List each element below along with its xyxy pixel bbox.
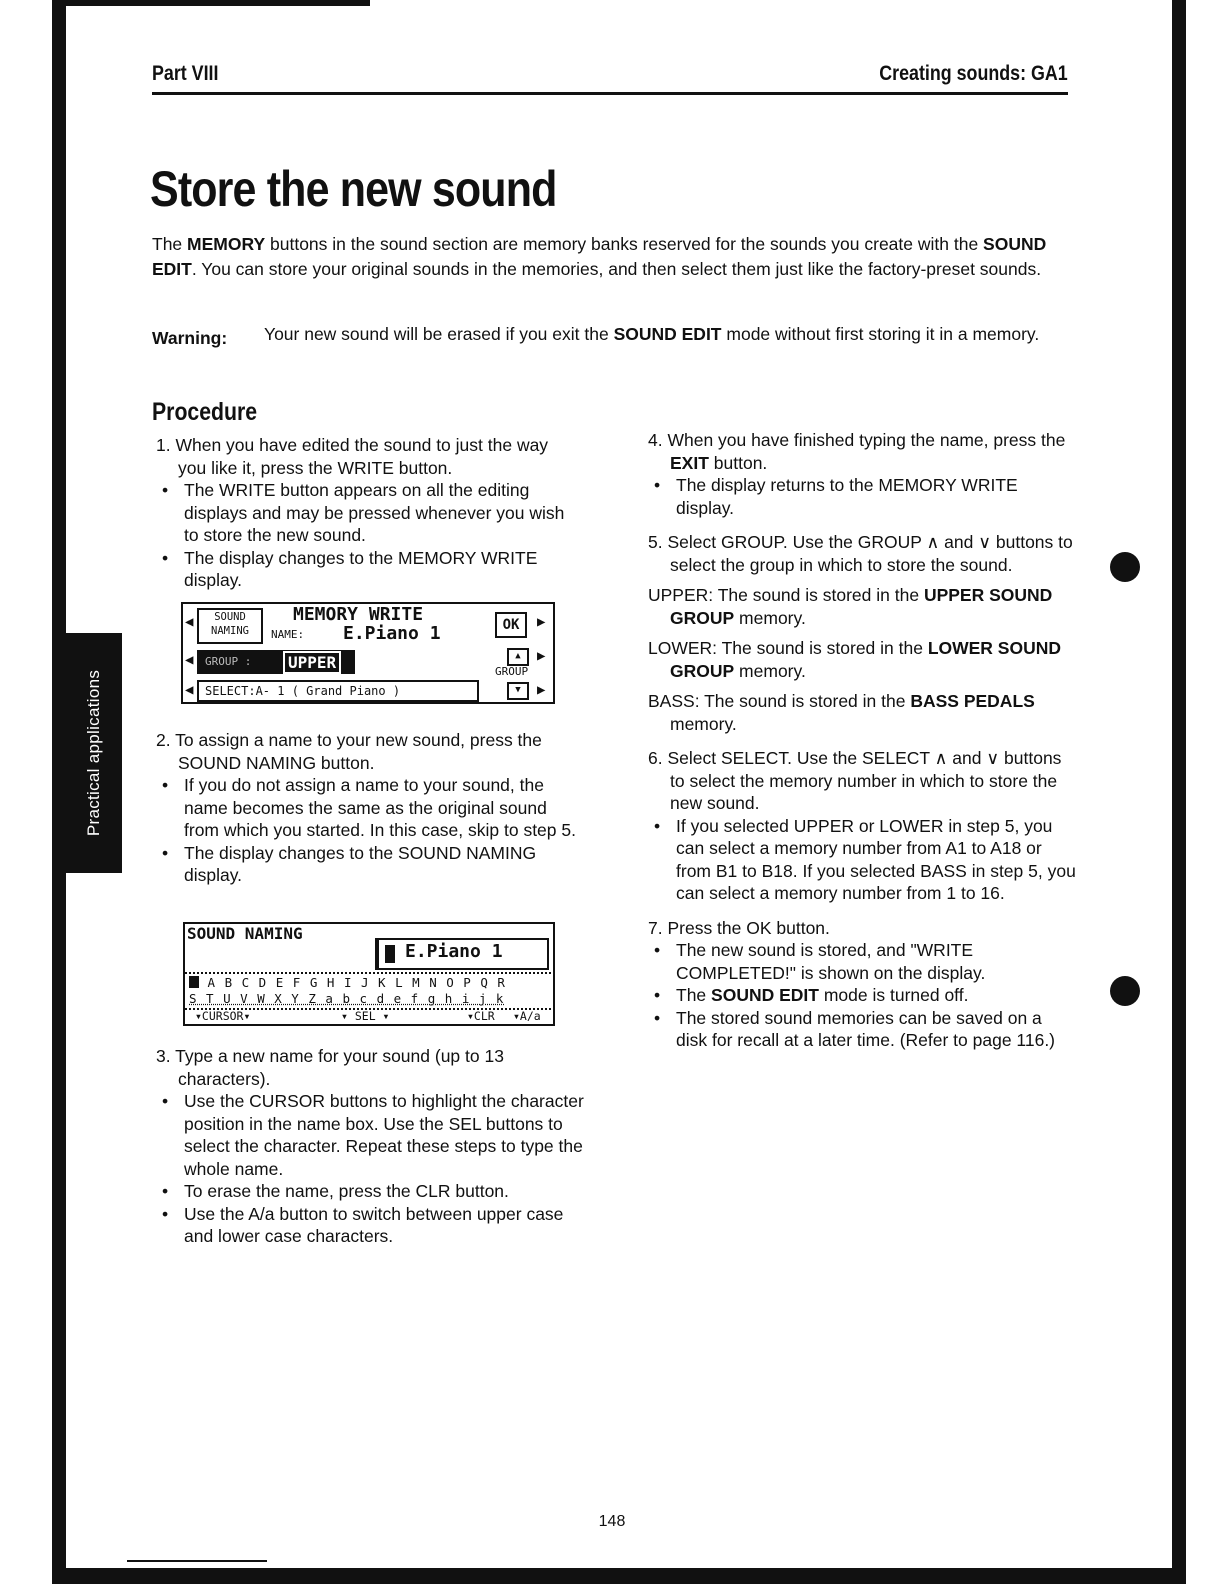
char-row-1[interactable] [189,975,506,990]
arrow-right-icon: ▶ [537,614,546,630]
step-6: 6. Select SELECT. Use the SELECT ∧ and ∨ buttons to select the memory number in which to store the new sound. [648,748,1062,813]
step-2-bullet: • The display changes to the SOUND NAMING display. [156,842,580,887]
bold-term: LOWER SOUND GROUP [670,638,1062,681]
name-box[interactable] [375,938,549,970]
step-7: 7. Press the OK button. [648,917,830,938]
bottom-rule [127,1560,267,1562]
page-title: Store the new sound [150,161,557,217]
bold-term: SOUND EDIT [711,985,819,1005]
scan-border-left [52,0,66,1584]
warning-text: Your new sound will be erased if you exit the SOUND EDIT mode without first storing it in a memory. [264,324,1040,344]
ok-button[interactable]: OK [495,612,527,638]
group-up-button[interactable]: ▲ [507,648,529,666]
step-7-bullet: • The new sound is stored, and "WRITE COMPLETED!" is shown on the display. [648,939,1076,984]
soft-key-sel[interactable]: ▾ SEL ▾ [341,1009,390,1023]
arrow-left-icon[interactable]: ◀ [185,614,194,630]
page-number: 148 [598,1513,626,1530]
arrow-left-icon[interactable]: ◀ [185,652,194,668]
left-column-bottom [156,1045,586,1248]
scan-border-right [1172,0,1186,1584]
name-value: E.Piano 1 [343,623,441,644]
group-down-button[interactable]: ▼ [507,682,529,700]
right-column [648,429,1076,1052]
step-1-bullet: • The display changes to the MEMORY WRITE display. [156,547,580,592]
char-grid-divider [185,972,551,974]
group-label: GROUP : [205,655,252,668]
side-tab [66,633,122,873]
cursor-block-icon [385,945,395,963]
intro-paragraph: The MEMORY buttons in the sound section are memory banks reserved for the sounds you create with the SOUND EDIT. You can store your original sounds in the memories, and then select them just like the factory-preset sounds. [152,234,1047,279]
side-tab-label: Practical applications [84,669,103,837]
group-caption: GROUP [495,665,529,678]
step-3-bullet: • Use the CURSOR buttons to highlight the character position in the name box. Use the SEL buttons to select the character. Repeat these steps to type the whole name. [156,1090,586,1180]
name-label: NAME: [271,628,305,641]
warning-block [152,322,1072,347]
sound-naming-title: SOUND NAMING [187,924,303,943]
step-1-bullet: • The WRITE button appears on all the editing displays and may be pressed whenever you wish to store the new sound. [156,479,580,547]
step-2: 2. To assign a name to your new sound, press the SOUND NAMING button. [156,730,542,773]
binder-hole-dot [1110,976,1140,1006]
step-7-bullet: • The SOUND EDIT mode is turned off. [648,984,1076,1007]
soft-key-cursor[interactable]: ▾CURSOR▾ [195,1009,251,1023]
bass-description: BASS: The sound is stored in the BASS PEDALS memory. [648,691,1035,734]
page-header [152,60,1068,95]
bold-term: SOUND EDIT [152,234,1047,279]
char-row-1-text: A B C D E F G H I J K L M N O P Q R [207,975,506,990]
bold-term: SOUND EDIT [613,324,722,344]
bold-term: EXIT [670,452,709,473]
memory-write-display [181,602,555,704]
step-1: 1. When you have edited the sound to just the way you like it, press the WRITE button. [156,435,549,478]
step-5: 5. Select GROUP. Use the GROUP ∧ and ∨ buttons to select the group in which to store the sound. [648,532,1073,575]
group-value: UPPER [283,651,341,674]
lower-description: LOWER: The sound is stored in the LOWER SOUND GROUP memory. [648,638,1062,681]
step-7-bullet: • The stored sound memories can be saved on a disk for recall at a later time. (Refer to page 116.) [648,1007,1076,1052]
arrow-right-icon: ▶ [537,648,546,664]
bold-term: BASS PEDALS [910,691,1035,711]
warning-label: Warning: [152,328,228,348]
soft-key-clr[interactable]: ▾CLR [467,1009,495,1023]
char-row-2[interactable]: S T U V W X Y Z a b c d e f g h i j k [189,991,505,1006]
left-column-mid [156,729,580,887]
arrow-left-icon[interactable]: ◀ [185,682,194,698]
select-field[interactable]: SELECT:A- 1 ( Grand Piano ) [197,680,479,702]
header-section: Creating sounds: GA1 [879,62,1068,85]
sound-naming-button[interactable]: SOUND NAMING [197,608,263,644]
bold-term: UPPER SOUND GROUP [670,585,1053,628]
upper-description: UPPER: The sound is stored in the UPPER SOUND GROUP memory. [648,585,1053,628]
arrow-right-icon: ▶ [537,682,546,698]
scan-border-bottom [52,1568,1186,1584]
header-part: Part VIII [152,62,219,85]
group-field[interactable] [197,650,355,674]
scan-border-top [52,0,370,6]
memory-write-title: MEMORY WRITE [293,604,424,625]
step-4: 4. When you have finished typing the name, press the EXIT button. [648,430,1066,473]
sound-naming-display [183,922,555,1026]
step-6-bullet: • If you selected UPPER or LOWER in step 5, you can select a memory number from A1 to A18 or from B1 to B18. If you selected BASS in step 5, you can select a memory number from 1 to 16. [648,815,1076,905]
step-2-bullet: • If you do not assign a name to your sound, the name becomes the same as the original sound from which you started. In this case, skip to step 5. [156,774,580,842]
char-highlight-icon [189,976,199,988]
name-box-value: E.Piano 1 [405,941,503,962]
procedure-heading: Procedure [152,398,258,426]
soft-key-aa[interactable]: ▾A/a [513,1009,541,1023]
step-4-bullet: • The display returns to the MEMORY WRITE display. [648,474,1076,519]
left-column-top [156,434,580,592]
bold-term: MEMORY [187,234,266,254]
step-3-bullet: • To erase the name, press the CLR button. [156,1180,586,1203]
step-3: 3. Type a new name for your sound (up to 13 characters). [156,1046,504,1089]
binder-hole-dot [1110,552,1140,582]
step-3-bullet: • Use the A/a button to switch between upper case and lower case characters. [156,1203,586,1248]
